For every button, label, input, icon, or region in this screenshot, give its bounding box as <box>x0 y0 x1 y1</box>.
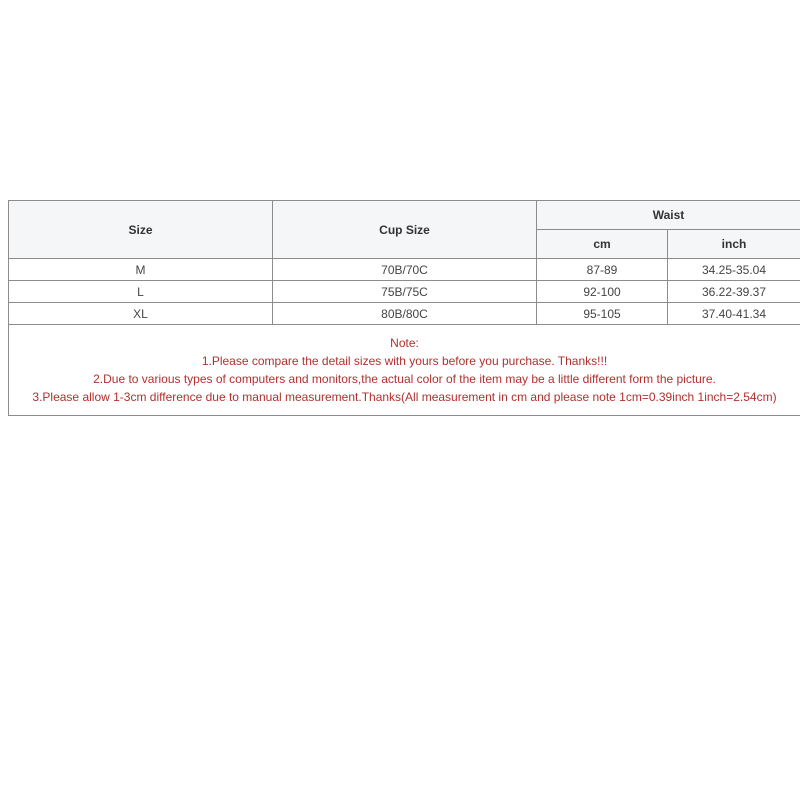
table-row <box>9 281 800 303</box>
cell-waist-inch: 37.40-41.34 <box>668 303 800 325</box>
header-size: Size <box>9 201 273 259</box>
note-cell <box>9 325 800 416</box>
cell-cup-size: 80B/80C <box>273 303 537 325</box>
table-row <box>9 303 800 325</box>
note-title: Note: <box>390 336 419 350</box>
cell-size: L <box>9 281 273 303</box>
cell-waist-inch: 34.25-35.04 <box>668 259 800 281</box>
cell-size: M <box>9 259 273 281</box>
header-waist-cm: cm <box>537 230 668 259</box>
header-waist: Waist <box>537 201 800 230</box>
header-cup-size: Cup Size <box>273 201 537 259</box>
cell-waist-cm: 87-89 <box>537 259 668 281</box>
note-line-2: 2.Due to various types of computers and monitors,the actual color of the item may be a little different form the picture. <box>93 372 716 386</box>
cell-size: XL <box>9 303 273 325</box>
table-row <box>9 259 800 281</box>
cell-waist-inch: 36.22-39.37 <box>668 281 800 303</box>
cell-waist-cm: 92-100 <box>537 281 668 303</box>
note-line-1: 1.Please compare the detail sizes with yours before you purchase. Thanks!!! <box>201 354 608 368</box>
note-line-3: 3.Please allow 1-3cm difference due to manual measurement.Thanks(All measurement in cm and please note 1cm=0.39inch 1inch=2.54cm) <box>32 390 777 404</box>
cell-cup-size: 70B/70C <box>273 259 537 281</box>
cell-waist-cm: 95-105 <box>537 303 668 325</box>
cell-cup-size: 75B/75C <box>273 281 537 303</box>
size-chart-table <box>8 200 800 416</box>
header-waist-inch: inch <box>668 230 800 259</box>
header-row <box>9 201 800 230</box>
note-row <box>9 325 800 416</box>
